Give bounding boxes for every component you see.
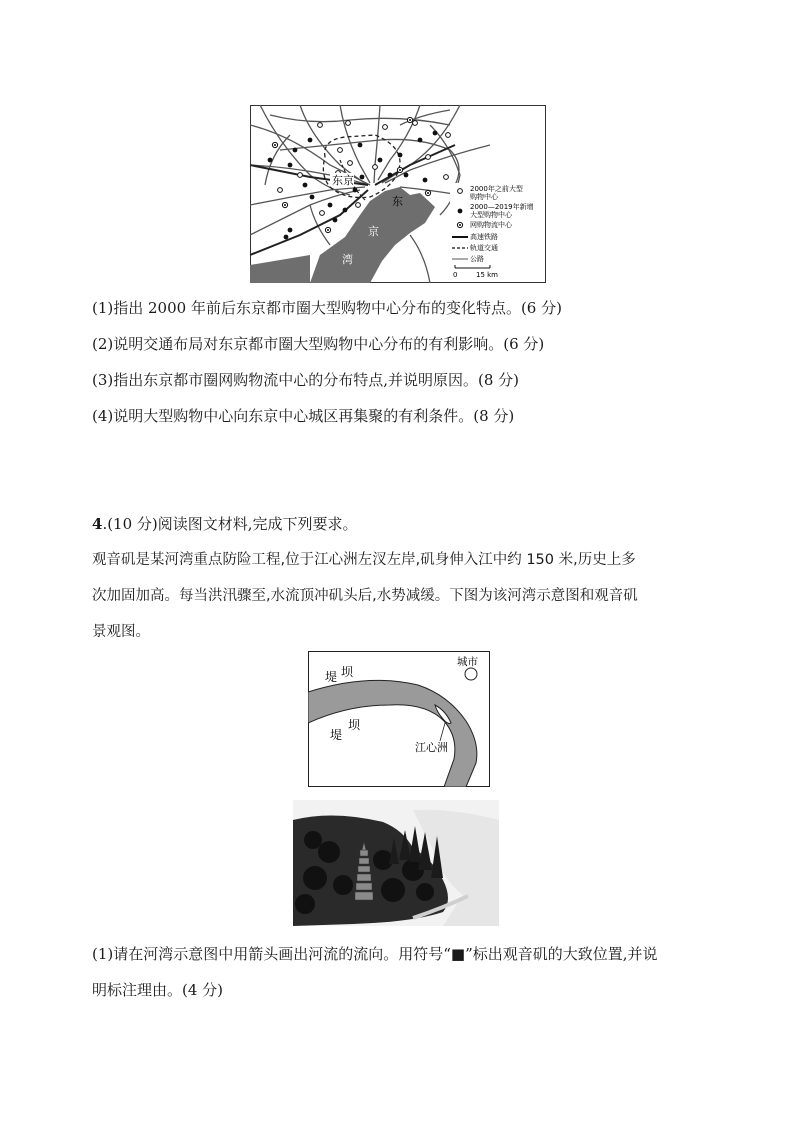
city-icon: [465, 668, 477, 680]
scale-km: 15 km: [476, 271, 499, 279]
bay-label-1: 东: [392, 195, 403, 208]
q4-number: 4: [92, 515, 103, 533]
dike-bottom-label-1: 坝: [348, 718, 361, 732]
legend-item2-line1: 2000—2019年新增: [470, 203, 534, 211]
q3-sub4: (4)说明大型购物中心向东京中心城区再集聚的有利条件。(8 分): [92, 407, 515, 425]
scale-zero: 0: [453, 271, 458, 279]
q4-material-line1: 观音矶是某河湾重点防险工程,位于江心洲左汊左岸,矶身伸入江中约 150 米,历史上多: [92, 552, 636, 568]
guanyin-photo: [293, 800, 499, 926]
dike-bottom-label-2: 堤: [330, 728, 343, 742]
tokyo-map-figure: [250, 105, 546, 283]
legend-item5: 轨道交通: [470, 244, 498, 252]
dike-top-label-1: 堤: [325, 670, 338, 684]
bay-label-2: 京: [368, 225, 379, 238]
legend-item1-line1: 2000年之前大型: [470, 185, 523, 193]
tokyo-map-svg: [250, 105, 546, 283]
q3-sub3: (3)指出东京都市圈网购物流中心的分布特点,并说明原因。(8 分): [92, 371, 520, 389]
map-legend: [450, 183, 545, 282]
river-bend-svg: [308, 651, 490, 787]
legend-item2-line2: 大型购物中心: [470, 211, 512, 219]
q4-sub1-line1: (1)请在河湾示意图中用箭头画出河流的流向。用符号“■”标出观音矶的大致位置,并说: [92, 945, 658, 963]
city-label: 城市: [457, 656, 478, 668]
legend-item1-line2: 购物中心: [470, 193, 498, 201]
q4-heading-text: .(10 分)阅读图文材料,完成下列要求。: [102, 515, 358, 533]
q4-sub1-line2: 明标注理由。(4 分): [92, 981, 224, 999]
legend-hollow-dot-icon: [458, 189, 463, 194]
q3-sub2: (2)说明交通布局对东京都市圈大型购物中心分布的有利影响。(6 分): [92, 335, 545, 353]
bay-label-3: 湾: [342, 253, 353, 266]
dike-top-label-2: 坝: [341, 665, 354, 679]
q4-material-line2: 次加固加高。每当洪汛骤至,水流顶冲矶头后,水势减缓。下图为该河湾示意图和观音矶: [92, 588, 638, 604]
q4-material-line3: 景观图。: [92, 624, 150, 640]
guanyin-photo-svg: [293, 800, 499, 926]
legend-item6: 公路: [470, 255, 484, 263]
legend-filled-dot-icon: [458, 209, 463, 214]
legend-item3: 网购物流中心: [470, 221, 512, 229]
river-bend-figure: [308, 651, 490, 787]
q4-heading: [92, 514, 358, 534]
island-label: 江心洲: [415, 741, 448, 754]
legend-item4: 高速铁路: [470, 233, 498, 241]
q3-sub1: (1)指出 2000 年前后东京都市圈大型购物中心分布的变化特点。(6 分): [92, 299, 562, 317]
tokyo-label: 东京: [332, 174, 354, 187]
